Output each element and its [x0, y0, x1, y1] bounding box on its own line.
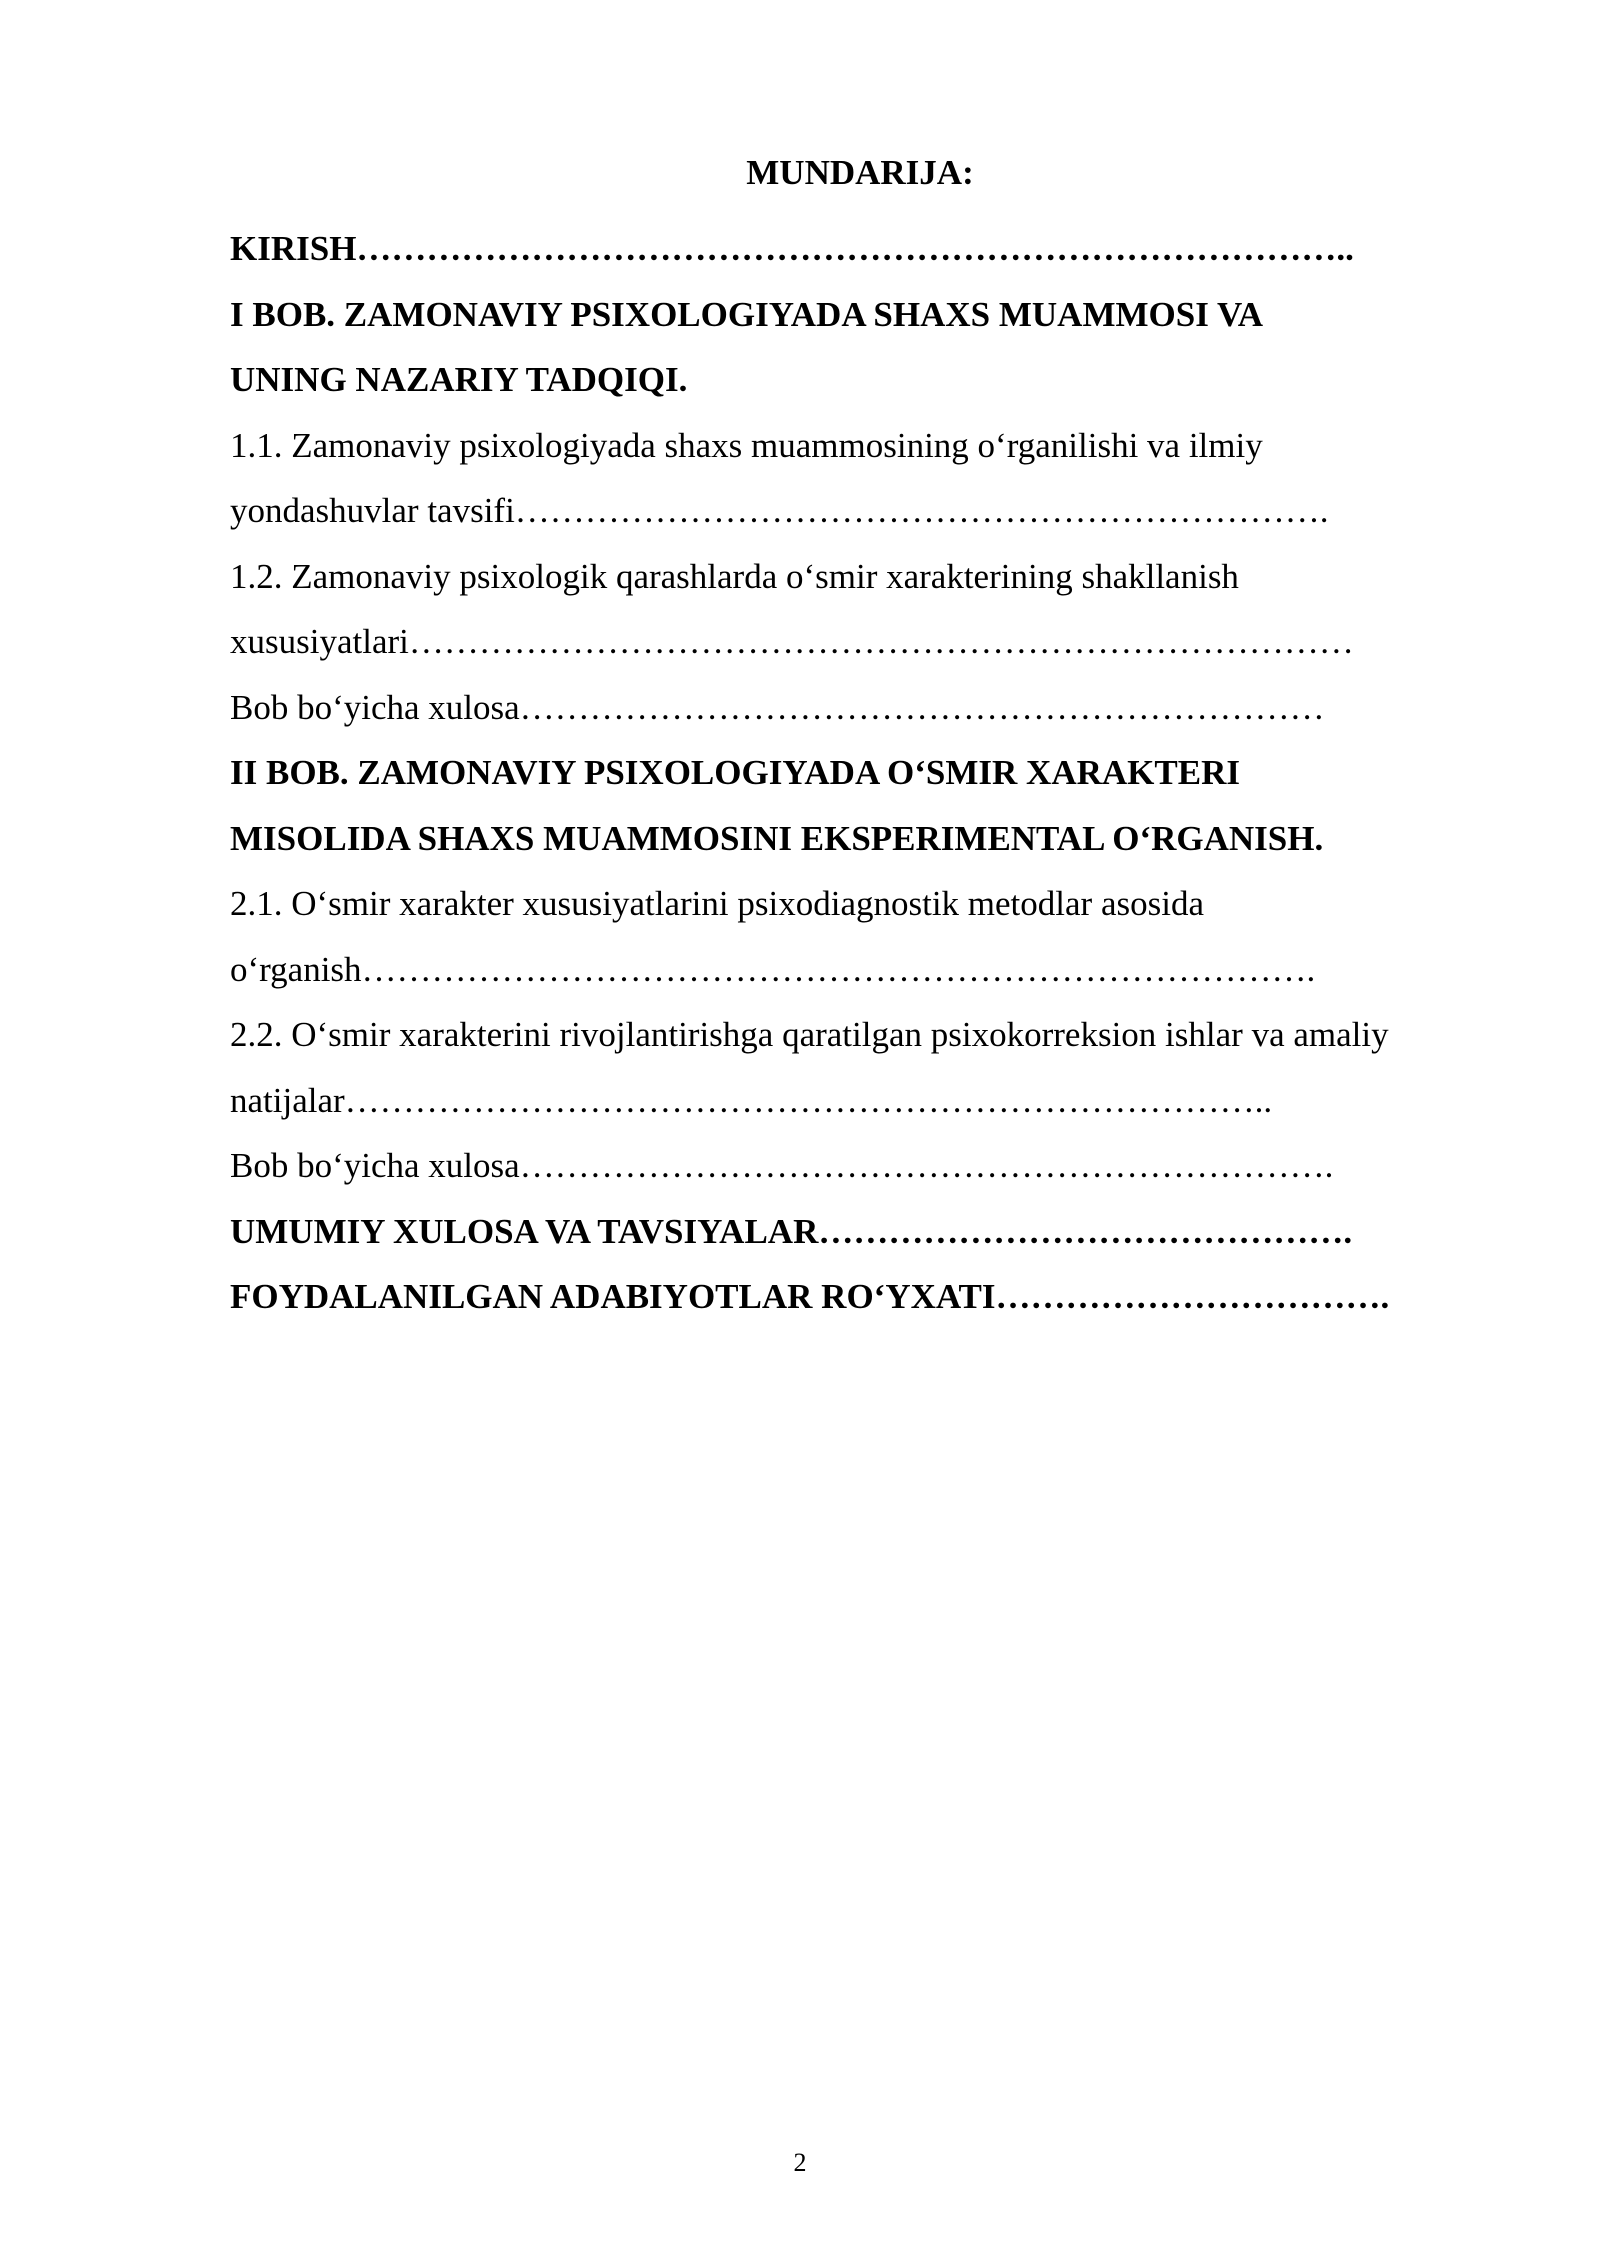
toc-entry-2-2: 2.2. O‘smir xarakterini rivojlantirishga qaratilgan psixokorreksion ishlar va amaliy — [230, 1015, 1389, 1054]
page-number: 2 — [793, 2148, 807, 2177]
toc-chapter-2-heading-cont: MISOLIDA SHAXS MUAMMOSINI EKSPERIMENTAL O‘RGANISH. — [230, 818, 1324, 858]
toc-entry-references: FOYDALANILGAN ADABIYOTLAR RO‘YXATI……………………………. — [230, 1277, 1390, 1316]
toc-chapter-2-heading: II BOB. ZAMONAVIY PSIXOLOGIYADA O‘SMIR XARAKTERI — [230, 753, 1240, 792]
table-of-contents — [230, 150, 1490, 1330]
toc-entry-2-2-cont: natijalar…………………………………………………………………….. — [230, 1080, 1273, 1120]
toc-entry-2-1-cont: o‘rganish………………………………………………………………………. — [230, 949, 1316, 989]
toc-entry-1-2-cont: xususiyatlari……………………………………………………………………… — [230, 622, 1354, 661]
toc-entry-1-2: 1.2. Zamonaviy psixologik qarashlarda o‘smir xarakterining shakllanish — [230, 556, 1239, 596]
toc-entry-2-1: 2.1. O‘smir xarakter xususiyatlarini psixodiagnostik metodlar asosida — [230, 884, 1204, 923]
toc-title: MUNDARIJA: — [746, 153, 974, 192]
toc-entry-kirish: KIRISH………………………………………………………………………….. — [230, 229, 1354, 268]
toc-entry-general-conclusion: UMUMIY XULOSA VA TAVSIYALAR………………………………………. — [230, 1211, 1353, 1251]
toc-entry-1-1: 1.1. Zamonaviy psixologiyada shaxs muammosining o‘rganilishi va ilmiy — [230, 425, 1263, 465]
toc-chapter-1-heading: I BOB. ZAMONAVIY PSIXOLOGIYADA SHAXS MUAMMOSI VA — [230, 294, 1263, 334]
toc-chapter-1-heading-cont: UNING NAZARIY TADQIQI. — [230, 360, 688, 399]
toc-entry-chapter-1-conclusion: Bob bo‘yicha xulosa…………………………………………………………… — [230, 687, 1325, 727]
toc-entry-chapter-2-conclusion: Bob bo‘yicha xulosa……………………………………………………………. — [230, 1146, 1334, 1185]
toc-entry-1-1-cont: yondashuvlar tavsifi……………………………………………………………. — [230, 491, 1329, 530]
